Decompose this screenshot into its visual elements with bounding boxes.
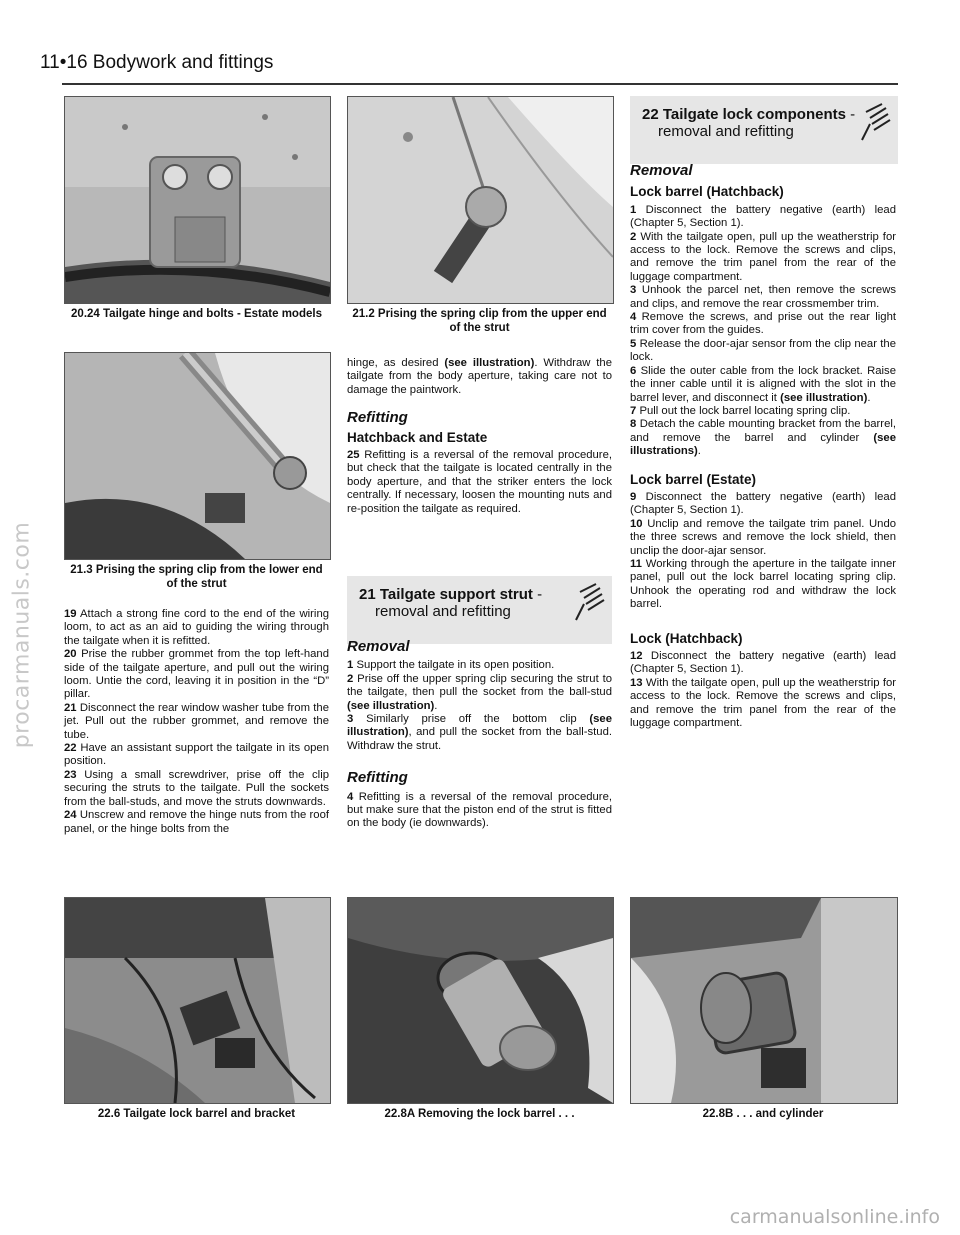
caption-22-8a: 22.8A Removing the lock barrel . . . [384, 1108, 575, 1120]
cylinder-photo-art [631, 898, 897, 1103]
heading-lock-barrel-estate: Lock barrel (Estate) [630, 471, 757, 487]
caption-20-24: 20.24 Tailgate hinge and bolts - Estate models [71, 308, 322, 320]
photo-strut-upper [347, 96, 614, 304]
para-22-12: 12 Disconnect the battery negative (earth) lead (Chapter 5, Section 1). [630, 650, 896, 676]
para-22-3: 3 Unhook the parcel net, then remove the screws and clips, and remove the rear crossmember trim. [630, 284, 897, 310]
para-22-11: 11 Working through the aperture in the tailgate inner panel, pull out the lock barrel locating spring clip. Unhook the operating rod and withdraw the lock barrel. [630, 557, 897, 611]
text-column-2 [347, 357, 612, 516]
caption-22-6: 22.6 Tailgate lock barrel and bracket [97, 1108, 296, 1120]
para-25: 25 Refitting is a reversal of the removal procedure, but check that the tailgate is located centrally in the body aperture, and that the striker enters the lock centrally. If necessary, loosen the mounting nuts and re-position the tailgate as required. [347, 449, 612, 515]
heading-removal-21: Removal [347, 638, 410, 655]
side-watermark: procarmanuals.com [9, 521, 35, 749]
section-21-header: 21 Tailgate support strut - removal and refitting [347, 576, 612, 644]
photo-lock-cylinder [630, 897, 898, 1104]
lock-bracket-photo-art [65, 898, 330, 1103]
para-21-1: 1 Support the tailgate in its open position. [347, 659, 555, 672]
page-title: 11•16 Bodywork and fittings [40, 52, 274, 73]
removing-barrel-photo-art [348, 898, 613, 1103]
para-22-8: 8 Detach the cable mounting bracket from the barrel, and remove the barrel and cylinder (see illustrations). [630, 418, 896, 458]
caption-22-8b: 22.8B . . . and cylinder [702, 1108, 824, 1120]
text-column-2b [347, 636, 612, 831]
photo-strut-lower [64, 352, 331, 560]
para-21-4: 4 Refitting is a reversal of the removal procedure, but make sure that the piston end of the strut is fitted on the body (ie downwards). [347, 790, 612, 830]
heading-removal-22: Removal [630, 162, 693, 179]
text-column-1 [64, 608, 329, 836]
para-21: 21 Disconnect the rear window washer tube from the jet. Pull out the rubber grommet, and remove the tube. [64, 701, 329, 741]
para-22-4: 4 Remove the screws, and prise out the rear light trim cover from the guides. [630, 311, 896, 337]
caption-21-2: 21.2 Prising the spring clip from the upper end of the strut [352, 308, 607, 334]
footer-watermark: carmanualsonline.info [729, 1206, 940, 1228]
para-22-13: 13 With the tailgate open, pull up the weatherstrip for access to the lock. Remove the screws and clips, and remove the trim panel from the rear of the luggage compartment. [630, 676, 896, 730]
section-22-header: 22 Tailgate lock components - removal and refitting [630, 96, 898, 164]
difficulty-spanner-icon [856, 102, 892, 142]
para-22-2: 2 With the tailgate open, pull up the weatherstrip for access to the lock. Remove the screws and clips, and remove the trim panel from the rear of the luggage compartment. [630, 230, 896, 283]
para-22-7: 7 Pull out the lock barrel locating spring clip. [630, 404, 851, 417]
caption-21-3: 21.3 Prising the spring clip from the lower end of the strut [70, 564, 323, 590]
para-22-6: 6 Slide the outer cable from the lock bracket. Raise the inner cable until it is aligned with the slot in the barrel lever, and disconnect it (see illustration). [630, 364, 896, 404]
hinge-photo-art [65, 97, 330, 303]
heading-lock-hatchback: Lock (Hatchback) [630, 630, 743, 646]
para-24: 24 Unscrew and remove the hinge nuts from the roof panel, or the hinge bolts from the [64, 809, 330, 835]
photo-lock-barrel-bracket [64, 897, 331, 1104]
para-23: 23 Using a small screwdriver, prise off the clip securing the struts to the tailgate. Pull the sockets from the ball-studs, and move the struts downwards. [64, 768, 329, 808]
para-19: 19 Attach a strong fine cord to the end of the wiring loom, to act as an aid to guiding the wiring through the tailgate when it is refitted. [64, 608, 330, 647]
text-column-3 [630, 160, 896, 730]
photo-removing-lock-barrel [347, 897, 614, 1104]
strut-upper-photo-art [348, 97, 613, 303]
para-20: 20 Prise the rubber grommet from the top left-hand side of the tailgate aperture, and pull out the wiring loom. Untie the cord, leaving it in position in the “D” pillar. [64, 648, 330, 701]
heading-hatchback-estate: Hatchback and Estate [347, 429, 488, 445]
heading-lock-barrel-hatchback: Lock barrel (Hatchback) [630, 184, 784, 200]
para-22-10: 10 Unclip and remove the tailgate trim panel. Undo the three screws and remove the lock shield, then unclip the door-ajar sensor. [630, 517, 897, 557]
difficulty-spanner-icon [570, 582, 606, 622]
header-rule [62, 83, 898, 85]
strut-lower-photo-art [65, 353, 330, 559]
para-21-3: 3 Similarly prise off the bottom clip (see illustration), and pull the socket from the ball-stud. Withdraw the strut. [347, 713, 613, 752]
heading-refitting-2: Refitting [347, 769, 408, 787]
para-21-2: 2 Prise off the upper spring clip securing the strut to the tailgate, then pull the socket from the ball-stud (see illustration). [347, 672, 612, 712]
para-22-1: 1 Disconnect the battery negative (earth) lead (Chapter 5, Section 1). [630, 203, 896, 230]
para-22: 22 Have an assistant support the tailgate in its open position. [64, 742, 329, 768]
heading-refitting-1: Refitting [347, 409, 408, 427]
photo-tailgate-hinge [64, 96, 331, 304]
para-22-9: 9 Disconnect the battery negative (earth) lead (Chapter 5, Section 1). [630, 490, 896, 517]
para-22-5: 5 Release the door-ajar sensor from the clip near the lock. [630, 337, 896, 364]
para-24-cont: hinge, as desired (see illustration). Withdraw the tailgate from the body aperture, taking care not to damage the paintwork. [347, 357, 612, 396]
